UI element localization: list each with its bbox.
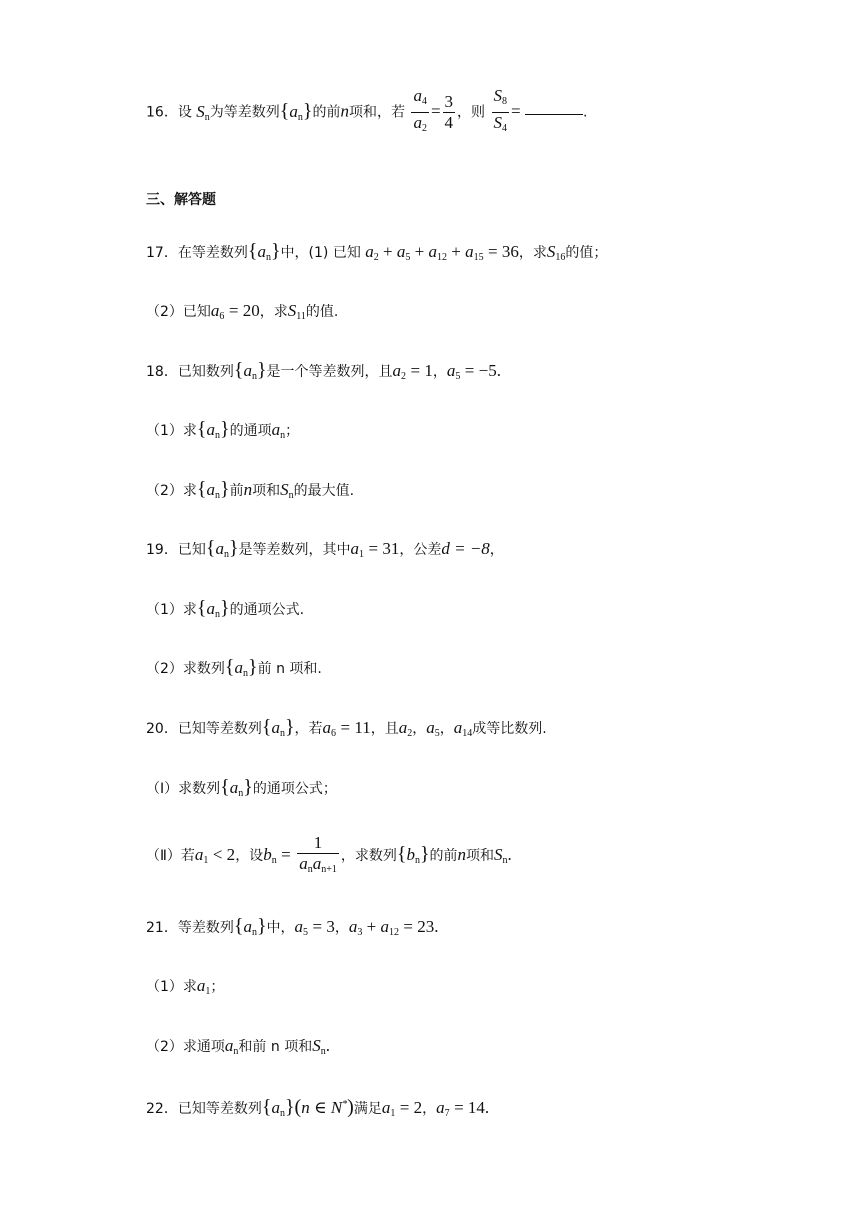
question-16: 16．设 $S_n$为等差数列$\{a_n\}$的前n项和，若 $\frac{a_4}{a_2}$ = $\frac{3}{4}$ ，则 $\frac{S_8}{S_4}$ = . <box>146 86 780 139</box>
question-18-part-1: （1）求$\{a_n\}$的通项$a_n$； <box>146 418 300 441</box>
question-19: 19．已知$\{a_n\}$是等差数列，其中$a_1 = 31$，公差d = −8， <box>146 537 504 560</box>
question-18: 18．已知数列$\{a_n\}$是一个等差数列，且$a_2 = 1$，$a_5 = -5$. <box>146 359 501 382</box>
fraction-a4-a2: $\frac{a_4}{a_2}$ <box>413 86 427 134</box>
question-18-part-2: （2）求$\{a_n\}$前n项和$S_n$的最大值. <box>146 478 355 501</box>
question-22: 22．已知等差数列$\{a_n\}(n$ ∈ N*)满足$a_1 = 2$，$a_7 = 14$. <box>146 1096 490 1119</box>
question-number: 16． <box>146 104 178 121</box>
section-title: 三、解答题 <box>146 192 216 208</box>
question-17-part-2: （2）已知$a_6 = 20$，求$S_{11}$的值. <box>146 301 339 322</box>
question-21: 21．等差数列$\{a_n\}$中，$a_5 = 3$，$a_3 + a_{12} = 23$. <box>146 915 439 938</box>
question-19-part-2: （2）求数列$\{a_n\}$前 n 项和. <box>146 656 322 679</box>
answer-blank[interactable] <box>525 113 583 115</box>
question-21-part-2: （2）求通项$a_n$和前 n 项和$S_n$. <box>146 1036 330 1057</box>
fraction-1-over-anan1: $\frac{1}{a_na_{n+1}}$ <box>299 832 337 875</box>
fraction-3-4: $\frac{3}{4}$ <box>444 92 454 132</box>
question-20-part-1: （Ⅰ）求数列$\{a_n\}$的通项公式； <box>146 776 337 799</box>
fraction-S8-S4: $\frac{S_8}{S_4}$ <box>493 86 507 134</box>
question-21-part-1: （1）求$a_1$； <box>146 976 225 997</box>
question-20-part-2: （Ⅱ）若$a_1 < 2$，设$b_n$ = $\frac{1}{a_na_{n+1}}$ ，求数列$\{b_n\}$的前n项和$S_n$. <box>146 832 780 883</box>
question-19-part-1: （1）求$\{a_n\}$的通项公式. <box>146 597 305 620</box>
math-S-n: $S_n$ <box>196 101 210 123</box>
math-seq-a: $\{a_n\}$ <box>279 99 313 123</box>
question-20: 20．已知等差数列$\{a_n\}$，若$a_6 = 11$，且$a_2$，$a_5$，$a_{14}$成等比数列. <box>146 716 547 739</box>
question-17: 17．在等差数列$\{a_n\}$中，(1) 已知 $a_2 + a_5 + a_{12} + a_{15} = 36$，求$S_{16}$的值； <box>146 240 608 263</box>
